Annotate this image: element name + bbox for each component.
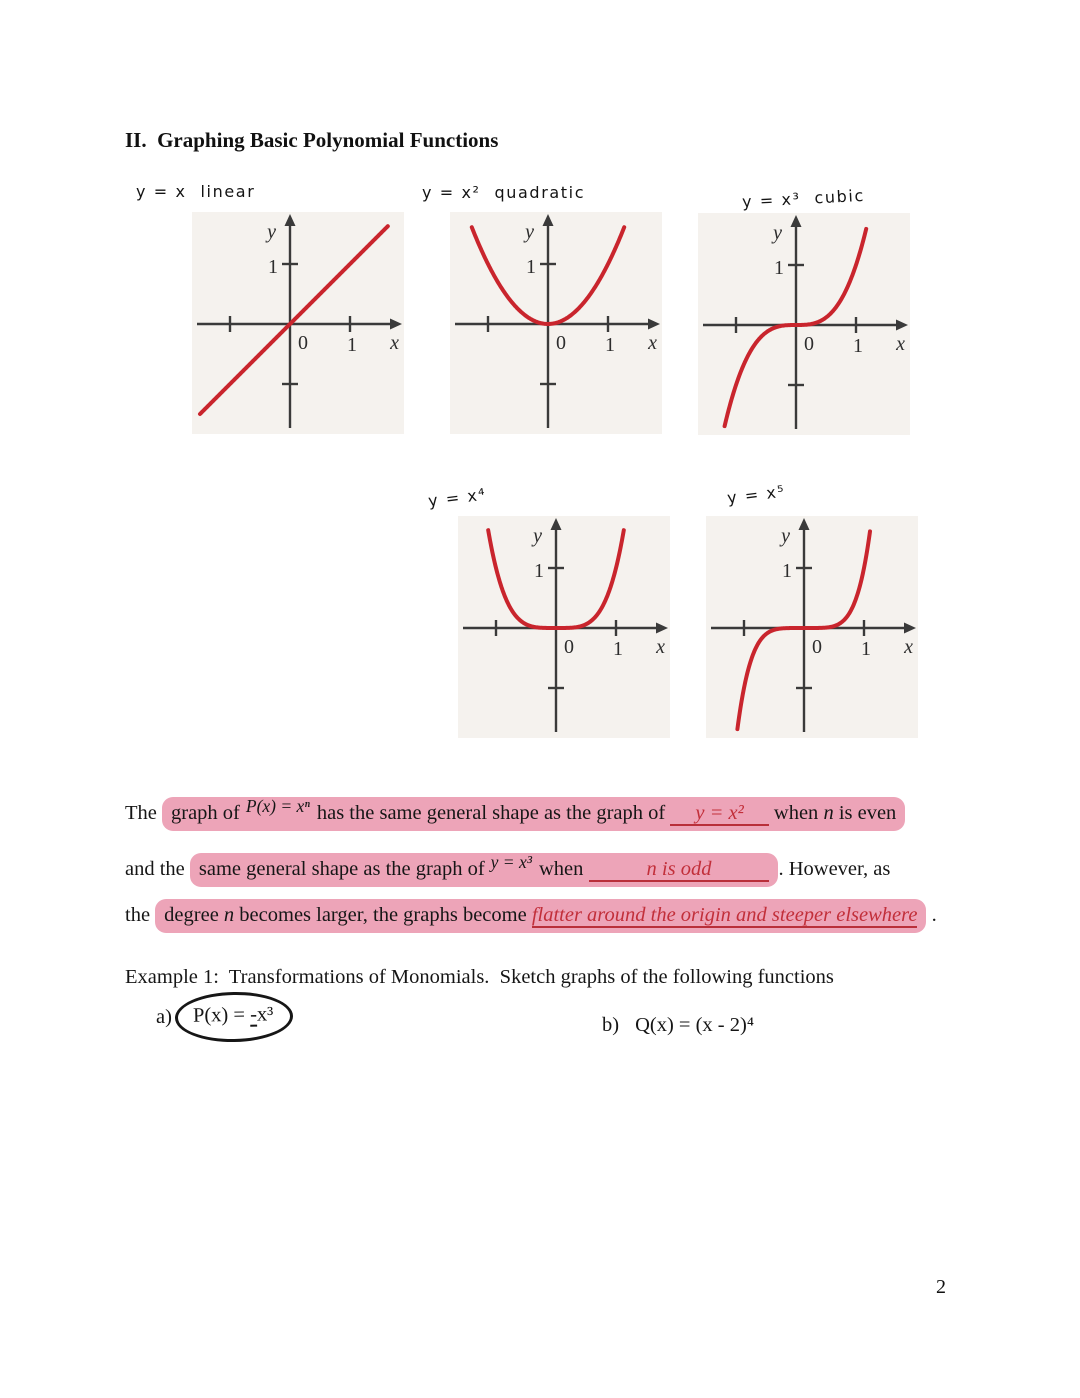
category-text: quadratic [494, 183, 586, 202]
y-tick-label: 1 [526, 256, 536, 278]
example-item-b [602, 1014, 754, 1037]
x-tick-label: 1 [605, 334, 615, 356]
x-axis-label: x [896, 333, 905, 355]
origin-label: 0 [804, 333, 814, 355]
graph-y-equals-x-cubed [698, 213, 910, 435]
example-item-a [156, 992, 293, 1042]
handwritten-label-cubic [742, 186, 866, 211]
text: when [768, 802, 824, 824]
text: is even [833, 802, 897, 824]
inline-equation: P(x) = xⁿ [245, 796, 310, 816]
origin-label: 0 [564, 636, 574, 658]
handwritten-label-x-fifth [726, 482, 786, 508]
text: degree [164, 904, 224, 926]
category-text: cubic [814, 185, 866, 208]
text: x³ [256, 1003, 274, 1026]
x-tick-label: 1 [861, 638, 871, 660]
text: graph of [171, 802, 240, 824]
highlight [162, 797, 905, 831]
text: and the [125, 858, 190, 880]
highlight [190, 853, 779, 887]
x-axis-label: x [904, 636, 913, 658]
text: the [125, 904, 156, 926]
origin-label: 0 [812, 636, 822, 658]
item-label: a) [156, 1005, 172, 1028]
inline-equation: y = x³ [490, 852, 532, 872]
x-tick-label: 1 [347, 334, 357, 356]
text: The [125, 802, 162, 824]
origin-label: 0 [298, 332, 308, 354]
x-axis-label: x [390, 332, 399, 354]
graph-y-equals-x [192, 212, 404, 434]
text: . [926, 904, 937, 926]
highlight [155, 899, 926, 933]
item-label: b) [602, 1014, 620, 1036]
text: Q(x) = (x - 2)⁴ [635, 1014, 754, 1036]
variable-n: n [823, 802, 834, 824]
formula-text: y = x³ [741, 189, 802, 212]
example-heading: Example 1: Transformations of Monomials. Sketch graphs of the following functions [125, 966, 834, 988]
handwritten-answer: n is odd [589, 858, 770, 882]
x-tick-label: 1 [613, 638, 623, 660]
formula-text: y = x² [422, 183, 481, 202]
text: same general shape as the graph of [198, 858, 485, 880]
text: . However, as [778, 858, 891, 880]
y-axis-label: y [773, 222, 782, 244]
y-tick-label: 1 [774, 257, 784, 279]
x-axis-label: x [656, 636, 665, 658]
x-axis-label: x [648, 332, 657, 354]
formula-text: y = x [136, 182, 187, 201]
handwritten-label-x-fourth [427, 485, 487, 511]
paragraph-line-3 [125, 904, 937, 927]
y-axis-label: y [533, 525, 542, 547]
paragraph-line-1 [125, 796, 905, 825]
text: P(x) = [192, 1003, 251, 1027]
graph-y-equals-x-fifth [706, 516, 918, 738]
handwritten-label-linear [136, 182, 255, 201]
origin-label: 0 [556, 332, 566, 354]
paragraph-line-2 [125, 852, 891, 881]
y-tick-label: 1 [268, 256, 278, 278]
category-text: linear [200, 182, 256, 201]
text: becomes larger, the graphs become [234, 904, 532, 926]
page-number: 2 [936, 1276, 946, 1298]
text: when [539, 858, 589, 880]
underlined-minus: - [249, 1003, 258, 1026]
graph-y-equals-x-squared [450, 212, 662, 434]
circle-annotation [175, 991, 294, 1043]
y-axis-label: y [267, 221, 276, 243]
formula-text: y = x⁵ [726, 481, 787, 508]
handwritten-answer: flatter around the origin and steeper elsewhere [531, 904, 918, 926]
y-axis-label: y [525, 221, 534, 243]
formula-text: y = x⁴ [427, 484, 488, 511]
y-tick-label: 1 [782, 560, 792, 582]
variable-n: n [223, 904, 235, 926]
handwritten-answer: y = x² [670, 802, 768, 826]
text: has the same general shape as the graph of [316, 802, 671, 824]
handwritten-label-quadratic [422, 183, 585, 202]
y-tick-label: 1 [534, 560, 544, 582]
x-tick-label: 1 [853, 335, 863, 357]
y-axis-label: y [781, 525, 790, 547]
graph-y-equals-x-fourth [458, 516, 670, 738]
section-title: II. Graphing Basic Polynomial Functions [125, 128, 499, 152]
